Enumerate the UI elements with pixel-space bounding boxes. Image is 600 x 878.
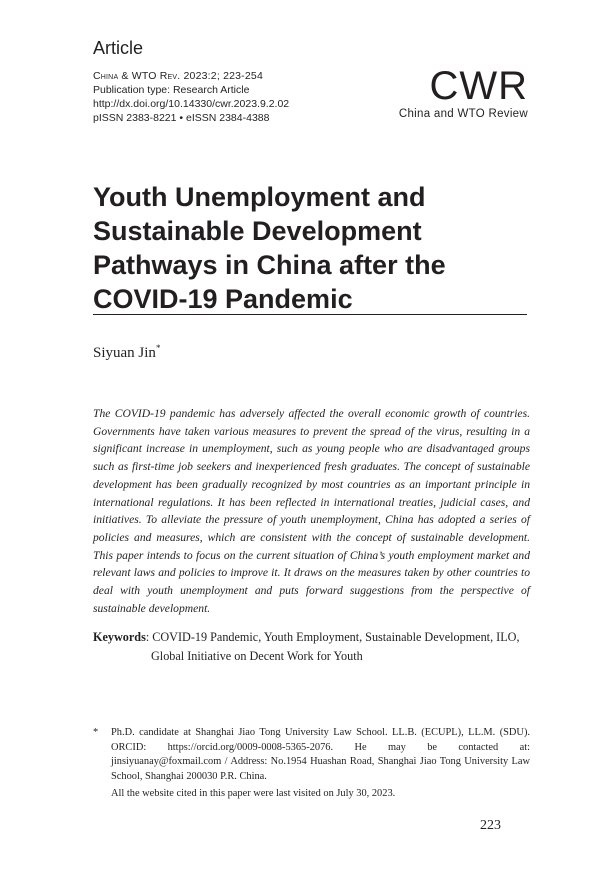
page-number: 223	[480, 818, 501, 833]
title-divider	[93, 314, 527, 315]
paper-title: Youth Unemployment and Sustainable Development Pathways in China after the COVID-19 Pandemic	[93, 182, 446, 314]
keywords-label: Keywords	[93, 630, 146, 644]
journal-logo	[399, 66, 528, 120]
keywords-line-1: : COVID-19 Pandemic, Youth Employment, Sustainable Development, ILO,	[145, 630, 520, 644]
author-footnote	[93, 726, 530, 802]
logo-subtitle: China and WTO Review	[398, 108, 528, 120]
issn-line: pISSN 2383-8221 • eISSN 2384-4388	[93, 112, 270, 124]
author-footnote-marker[interactable]: *	[155, 343, 161, 353]
author-line	[93, 343, 160, 362]
publication-type: Publication type: Research Article	[93, 84, 250, 96]
keywords-block	[93, 628, 533, 666]
footnote-text: Ph.D. candidate at Shanghai Jiao Tong University Law School. LL.B. (ECUPL), LL.M. (SDU). ORCID: https://orcid.org/0009-0008-5365-2076. He may be contacted at: jinsiyuanay@foxmail.com / Address: No.1954 Huashan Road, Shanghai Jiao Tong University Law School, Shanghai 200030 P.R. China.	[111, 727, 530, 782]
keywords-line-2: Global Initiative on Decent Work for Youth	[151, 649, 363, 663]
article-type-label: Article	[93, 38, 144, 58]
doi-link[interactable]: http://dx.doi.org/10.14330/cwr.2023.9.2.02	[93, 98, 290, 110]
journal-citation: China & WTO Rev. 2023:2; 223-254	[93, 70, 264, 82]
footnote-note: All the website cited in this paper were last visited on July 30, 2023.	[111, 788, 396, 799]
author-name: Siyuan Jin	[93, 345, 156, 361]
publication-meta	[93, 69, 289, 125]
footnote-marker: *	[93, 727, 99, 738]
logo-mark: CWR	[429, 64, 528, 108]
abstract: The COVID-19 pandemic has adversely affected the overall economic growth of countries. Governments have taken various measures to prevent the spread of the virus, resulting in a significant increase in unemployment, such as young people who are disadvantaged groups such as first-time job seekers and inexperienced fresh graduates. The concept of sustainable development has been gradually recognized by most countries as an important principle in international regulations. It has been reflected in international treaties, judicial cases, and initiatives. To alleviate the pressure of youth unemployment, China has adopted a series of policies and measures, which are consistent with the concept of sustainable development. This paper intends to focus on the current situation of China’s youth employment market and relevant laws and policies to improve it. It draws on the measures taken by other countries to deal with youth unemployment and puts forward suggestions from the perspective of sustainable development.	[93, 407, 530, 615]
